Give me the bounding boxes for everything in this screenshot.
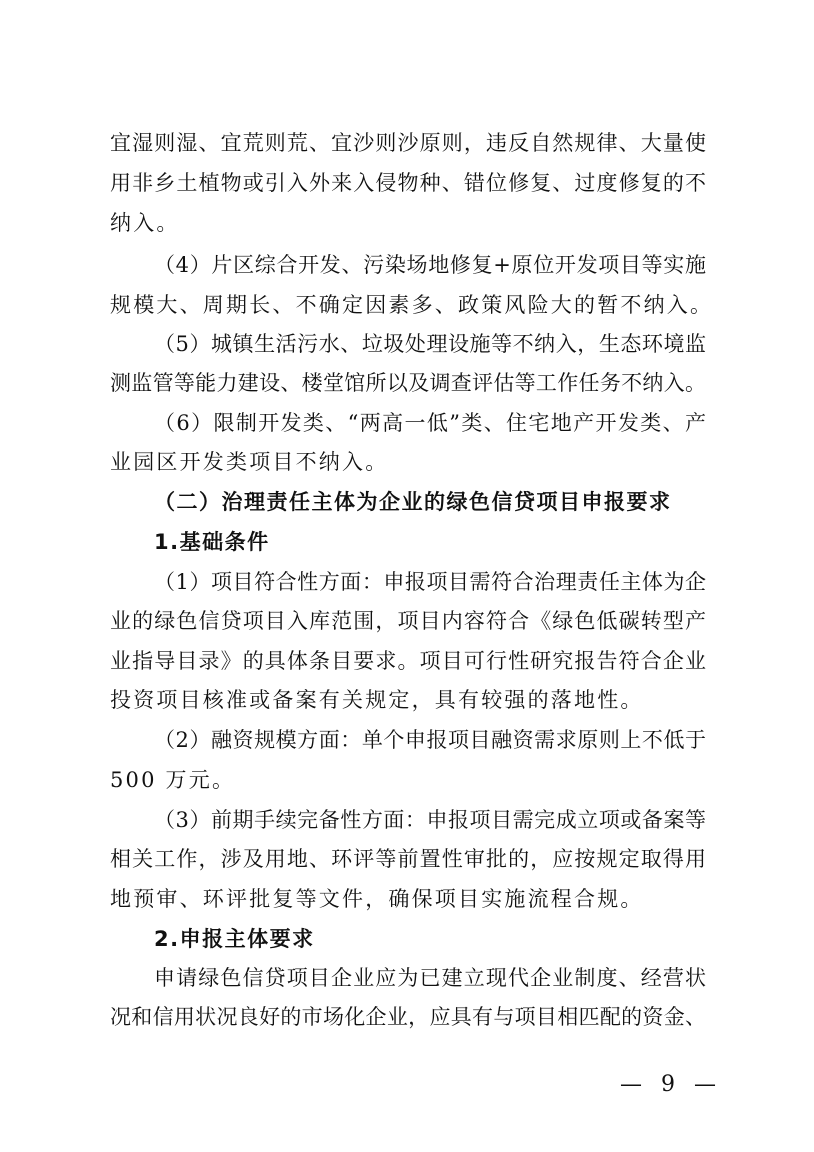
body-line-23: 况和信用状况良好的市场化企业，应具有与项目相匹配的资金、 [110, 1005, 706, 1029]
body-line-6: （5）城镇生活污水、垃圾处理设施等不纳入，生态环境监 [154, 332, 706, 356]
body-line-5: 规模大、周期长、不确定因素多、政策风险大的暂不纳入。 [110, 293, 714, 317]
subheading-applicant-requirements: 2.申报主体要求 [154, 927, 315, 951]
body-line-7: 测监管等能力建设、楼堂馆所以及调查评估等工作任务不纳入。 [110, 371, 706, 395]
body-line-18: （3）前期手续完备性方面：申报项目需完成立项或备案等 [154, 808, 706, 832]
body-line-19: 相关工作，涉及用地、环评等前置性审批的，应按规定取得用 [110, 847, 706, 871]
body-line-16: （2）融资规模方面：单个申报项目融资需求原则上不低于 [154, 728, 706, 752]
body-line-15: 投资项目核准或备案有关规定，具有较强的落地性。 [110, 688, 644, 712]
body-line-9: 业园区开发类项目不纳入。 [110, 450, 389, 474]
body-line-14: 业指导目录》的具体条目要求。项目可行性研究报告符合企业 [110, 649, 706, 673]
body-line-13: 业的绿色信贷项目入库范围，项目内容符合《绿色低碳转型产 [110, 609, 706, 633]
body-line-20: 地预审、环评批复等文件，确保项目实施流程合规。 [110, 887, 644, 911]
subheading-basic-conditions: 1.基础条件 [154, 530, 270, 554]
body-line-4: （4）片区综合开发、污染场地修复+原位开发项目等实施 [154, 253, 706, 277]
page-number: — 9 — [620, 1072, 722, 1097]
body-line-3: 纳入。 [110, 211, 180, 235]
body-line-12: （1）项目符合性方面：申报项目需符合治理责任主体为企 [154, 570, 706, 594]
body-line-2: 用非乡土植物或引入外来入侵物种、错位修复、过度修复的不 [110, 171, 706, 195]
body-line-1: 宜湿则湿、宜荒则荒、宜沙则沙原则，违反自然规律、大量使 [110, 131, 706, 155]
section-heading: （二）治理责任主体为企业的绿色信贷项目申报要求 [154, 490, 672, 514]
body-line-22: 申请绿色信贷项目企业应为已建立现代企业制度、经营状 [154, 966, 706, 990]
body-line-17: 500 万元。 [110, 768, 236, 792]
body-line-8: （6）限制开发类、“两高一低”类、住宅地产开发类、产 [154, 411, 706, 435]
